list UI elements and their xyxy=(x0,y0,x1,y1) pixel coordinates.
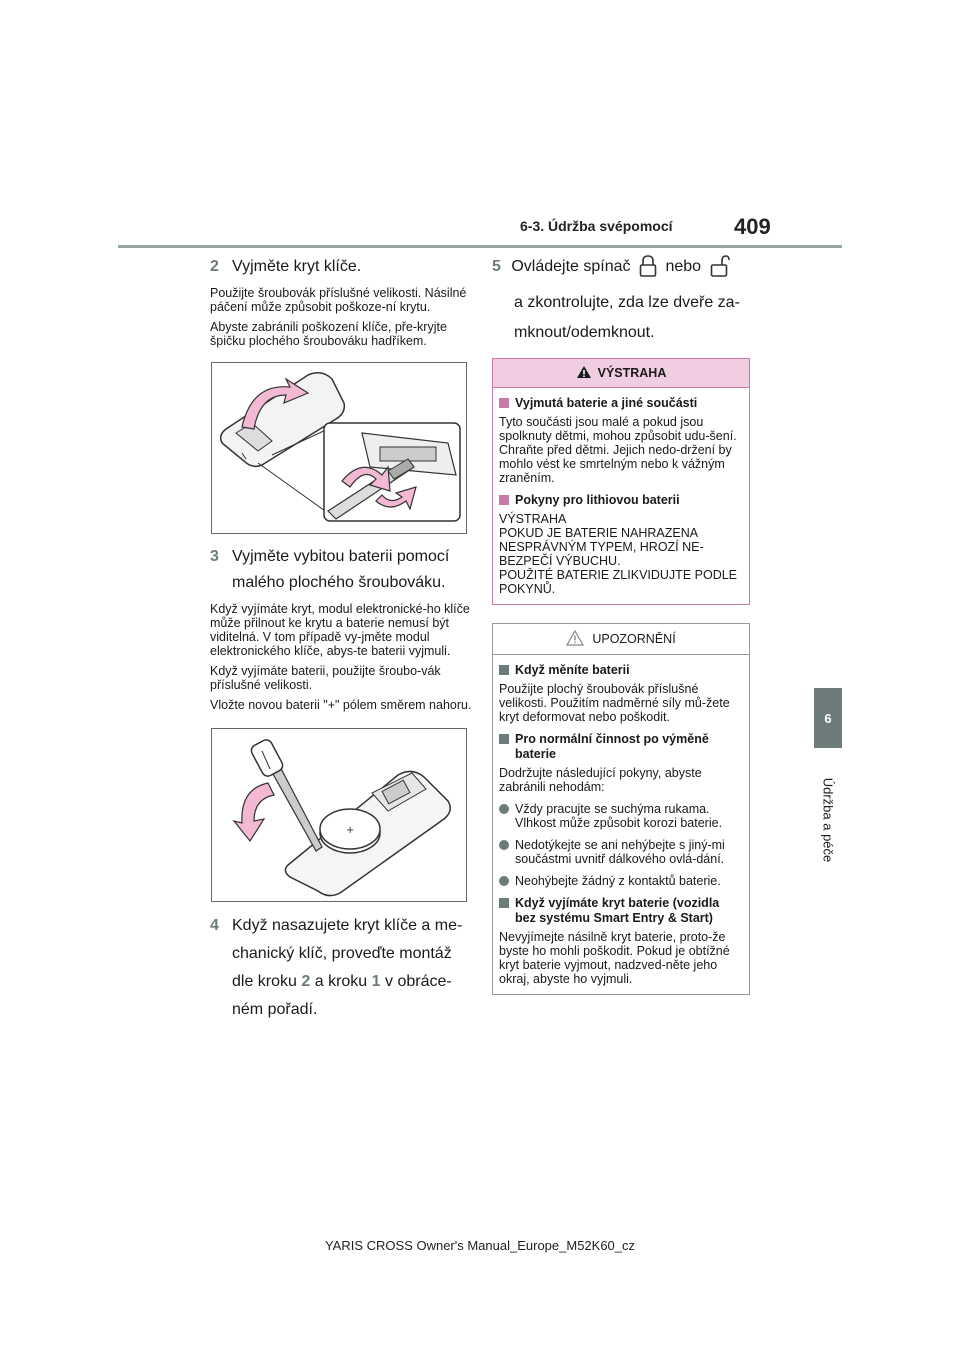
square-bullet-icon xyxy=(499,898,509,908)
square-bullet-icon xyxy=(499,398,509,408)
step-3-note-3: Vložte novou baterii "+" pólem směrem nahoru. xyxy=(210,698,472,712)
unlock-icon xyxy=(710,255,730,288)
list-item-text: Nedotýkejte se ani nehýbejte s jiný-mi součástmi uvnitř dálkového ovlá-dání. xyxy=(515,838,725,866)
warning-body xyxy=(493,388,749,604)
caution-header xyxy=(493,624,749,655)
heading-text: Když měníte baterii xyxy=(515,663,630,677)
caution-section-text: Nevyjímejte násilně kryt baterie, proto-že byste ho mohli poškodit. Pokud je obtížné kryt baterie vyjmout, nadzved-něte jeho okraj, abyste ho vyjmuli. xyxy=(499,930,730,986)
chapter-tab xyxy=(814,688,842,748)
step-2-note-1: Použijte šroubovák příslušné velikosti. Násilné páčení může způsobit poškoze-ní krytu. xyxy=(210,286,467,314)
svg-text:+: + xyxy=(346,825,355,836)
step-5 xyxy=(492,252,750,348)
step-4 xyxy=(210,912,472,1024)
right-column xyxy=(492,252,750,995)
remove-battery-illustration xyxy=(211,728,467,902)
header-divider xyxy=(118,245,842,248)
heading-text: Pro normální činnost po výměně baterie xyxy=(515,732,709,761)
lock-icon xyxy=(639,255,657,288)
chapter-number: 6 xyxy=(824,710,832,726)
warning-section-text: VÝSTRAHA POKUD JE BATERIE NAHRAZENA NESPRÁVNÝM TYPEM, HROZÍ NE-BEZPEČÍ VÝBUCHU. POUŽITÉ BATERIE ZLIKVIDUJTE PODLE POKYNŮ. xyxy=(499,512,738,596)
caution-body xyxy=(493,655,749,994)
section-title: 6-3. Údržba svépomocí xyxy=(520,218,673,234)
round-bullet-icon xyxy=(499,804,509,814)
heading-text: Vyjmutá baterie a jiné součásti xyxy=(515,396,698,410)
page-number: 409 xyxy=(734,214,771,239)
warning-section-heading xyxy=(499,493,743,508)
caution-section-heading xyxy=(499,663,743,678)
caution-section-text: Dodržujte následující pokyny, abyste zabránili nehodám: xyxy=(499,766,702,794)
list-item-text: Neohýbejte žádný z kontaktů baterie. xyxy=(515,874,721,888)
step-2-note-2: Abyste zabránili poškození klíče, pře-kryjte špičku plochého šroubováku hadříkem. xyxy=(210,320,447,348)
step-3 xyxy=(210,544,472,596)
step-text: Vyjměte vybitou baterii pomocí malého plochého šroubováku. xyxy=(232,548,450,591)
chapter-label-text: Údržba a péče xyxy=(820,777,836,863)
step-text xyxy=(232,912,472,1024)
step-text: Vyjměte kryt klíče. xyxy=(232,258,362,275)
caution-triangle-icon xyxy=(566,630,584,649)
warning-box xyxy=(492,358,750,605)
step-5-text-a: Ovládejte spínač xyxy=(511,258,631,275)
caution-section-heading xyxy=(499,896,743,926)
chapter-label xyxy=(812,770,844,870)
warning-header xyxy=(493,359,749,388)
square-bullet-icon xyxy=(499,665,509,675)
list-item xyxy=(499,838,743,866)
step-4-text-b: a kroku xyxy=(310,973,372,990)
warning-triangle-icon xyxy=(576,365,592,382)
step-number: 4 xyxy=(210,917,219,934)
step-2 xyxy=(210,254,472,280)
heading-text: Když vyjímáte kryt baterie (vozidla bez systému Smart Entry & Start) xyxy=(515,896,720,925)
list-item xyxy=(499,802,743,830)
caution-section-heading xyxy=(499,732,743,762)
caution-box xyxy=(492,623,750,995)
left-column xyxy=(210,252,472,1028)
list-item xyxy=(499,874,743,888)
step-number: 5 xyxy=(492,258,501,275)
warning-section-heading xyxy=(499,396,743,411)
round-bullet-icon xyxy=(499,840,509,850)
step-number: 2 xyxy=(210,258,219,275)
step-number: 3 xyxy=(210,548,219,565)
step-3-note-2: Když vyjímáte baterii, použijte šroubo-vák příslušné velikosti. xyxy=(210,664,441,692)
caution-section-text: Použijte plochý šroubovák příslušné velikosti. Použitím nadměrné síly mů-žete kryt deformovat nebo poškodit. xyxy=(499,682,730,724)
heading-text: Pokyny pro lithiovou baterii xyxy=(515,493,680,507)
step-5-text-b: nebo xyxy=(665,258,702,275)
square-bullet-icon xyxy=(499,495,509,505)
step-4-text-a: Když nasazujete kryt klíče a me-chanický klíč, proveďte montáž dle kroku xyxy=(232,917,463,990)
step-3-note-1: Když vyjímáte kryt, modul elektronické-ho klíče může přilnout ke krytu a baterie nemusí být viditelná. V tom případě vy-jměte modul elektronického klíče, abys-te baterii vyjmuli. xyxy=(210,602,470,658)
caution-title: UPOZORNĚNÍ xyxy=(592,632,676,646)
step-5-text-c: a zkontrolujte, zda lze dveře za-mknout/odemknout. xyxy=(514,294,740,341)
footer: YARIS CROSS Owner's Manual_Europe_M52K60_cz xyxy=(324,1238,636,1253)
square-bullet-icon xyxy=(499,734,509,744)
step-4-text-c: v obráce-ném pořadí. xyxy=(232,973,452,1018)
warning-title: VÝSTRAHA xyxy=(597,366,667,380)
warning-section-text: Tyto součásti jsou malé a pokud jsou spolknuty dětmi, mohou způsobit udu-šení. Chraňte před dětmi. Jejich nedo-držení by mohlo vést ke smrtelným nebo k vážným zraněním. xyxy=(499,415,737,485)
remove-key-cover-illustration xyxy=(211,362,467,534)
round-bullet-icon xyxy=(499,876,509,886)
step-ref-1: 1 xyxy=(371,973,381,990)
list-item-text: Vždy pracujte se suchýma rukama. Vlhkost může způsobit korozi baterie. xyxy=(515,802,723,830)
step-ref-2: 2 xyxy=(301,973,311,990)
